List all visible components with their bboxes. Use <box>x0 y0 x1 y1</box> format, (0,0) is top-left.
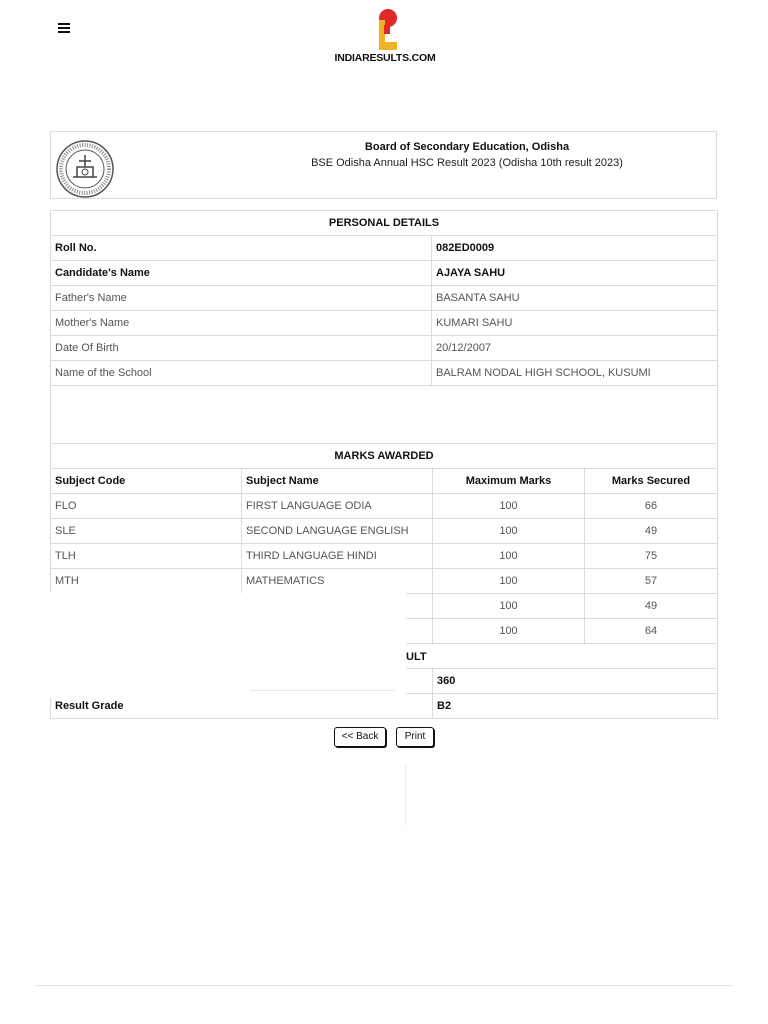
marks-secured: 49 <box>585 519 718 544</box>
subject-code: FLO <box>51 494 242 519</box>
result-header <box>50 131 717 199</box>
table-row <box>51 336 718 361</box>
menu-icon[interactable] <box>58 23 70 35</box>
board-seal-icon <box>55 139 115 199</box>
mother-name-value: KUMARI SAHU <box>432 311 718 336</box>
dob-label: Date Of Birth <box>51 336 432 361</box>
maximum-marks: 100 <box>433 569 585 594</box>
divider <box>250 690 395 691</box>
column-header: Maximum Marks <box>433 469 585 494</box>
subject-name: THIRD LANGUAGE HINDI <box>242 544 433 569</box>
table-row <box>51 311 718 336</box>
column-header: Subject Code <box>51 469 242 494</box>
logo-mark-icon <box>365 8 405 50</box>
result-grade-value: B2 <box>433 694 718 719</box>
table-row <box>51 494 718 519</box>
back-button[interactable]: << Back <box>334 727 386 747</box>
mother-name-label: Mother's Name <box>51 311 432 336</box>
marks-secured: 49 <box>585 594 718 619</box>
subject-name: FIRST LANGUAGE ODIA <box>242 494 433 519</box>
marks-secured: 75 <box>585 544 718 569</box>
marks-secured: 66 <box>585 494 718 519</box>
site-logo[interactable] <box>330 8 440 66</box>
print-button[interactable]: Print <box>396 727 434 747</box>
candidate-name-label: Candidate's Name <box>51 261 432 286</box>
footer-divider <box>36 985 732 986</box>
table-row <box>51 544 718 569</box>
marks-secured: 64 <box>585 619 718 644</box>
ad-overlay <box>50 593 406 698</box>
column-header: Marks Secured <box>585 469 718 494</box>
result-heading-partial: ULT <box>406 651 427 663</box>
personal-details-table <box>50 210 718 444</box>
divider <box>405 764 406 826</box>
candidate-name-value: AJAYA SAHU <box>432 261 718 286</box>
table-row <box>51 361 718 386</box>
subject-code: MTH <box>51 569 242 594</box>
table-row <box>51 519 718 544</box>
father-name-label: Father's Name <box>51 286 432 311</box>
maximum-marks: 100 <box>433 544 585 569</box>
maximum-marks: 100 <box>433 519 585 544</box>
board-name: Board of Secondary Education, Odisha <box>364 141 570 153</box>
result-title: BSE Odisha Annual HSC Result 2023 (Odisha 10th result 2023) <box>311 157 623 169</box>
table-row <box>51 236 718 261</box>
subject-code: TLH <box>51 544 242 569</box>
school-label: Name of the School <box>51 361 432 386</box>
total-value: 360 <box>433 669 718 694</box>
maximum-marks: 100 <box>433 619 585 644</box>
father-name-value: BASANTA SAHU <box>432 286 718 311</box>
maximum-marks: 100 <box>433 494 585 519</box>
subject-code: SLE <box>51 519 242 544</box>
roll-no-label: Roll No. <box>51 236 432 261</box>
column-header: Subject Name <box>242 469 433 494</box>
table-row <box>51 569 718 594</box>
dob-value: 20/12/2007 <box>432 336 718 361</box>
marks-secured: 57 <box>585 569 718 594</box>
marks-header-row <box>51 469 718 494</box>
spacer-row <box>51 386 718 444</box>
subject-name: SECOND LANGUAGE ENGLISH <box>242 519 433 544</box>
maximum-marks: 100 <box>433 594 585 619</box>
marks-awarded-heading: MARKS AWARDED <box>51 444 718 469</box>
subject-name: MATHEMATICS <box>242 569 433 594</box>
top-bar <box>0 0 768 80</box>
table-row <box>51 286 718 311</box>
result-grade-label: Result Grade <box>51 694 433 719</box>
logo-text: INDIARESULTS.COM <box>334 52 436 64</box>
personal-details-heading: PERSONAL DETAILS <box>51 211 718 236</box>
school-value: BALRAM NODAL HIGH SCHOOL, KUSUMI <box>432 361 718 386</box>
table-row <box>51 261 718 286</box>
roll-no-value: 082ED0009 <box>432 236 718 261</box>
